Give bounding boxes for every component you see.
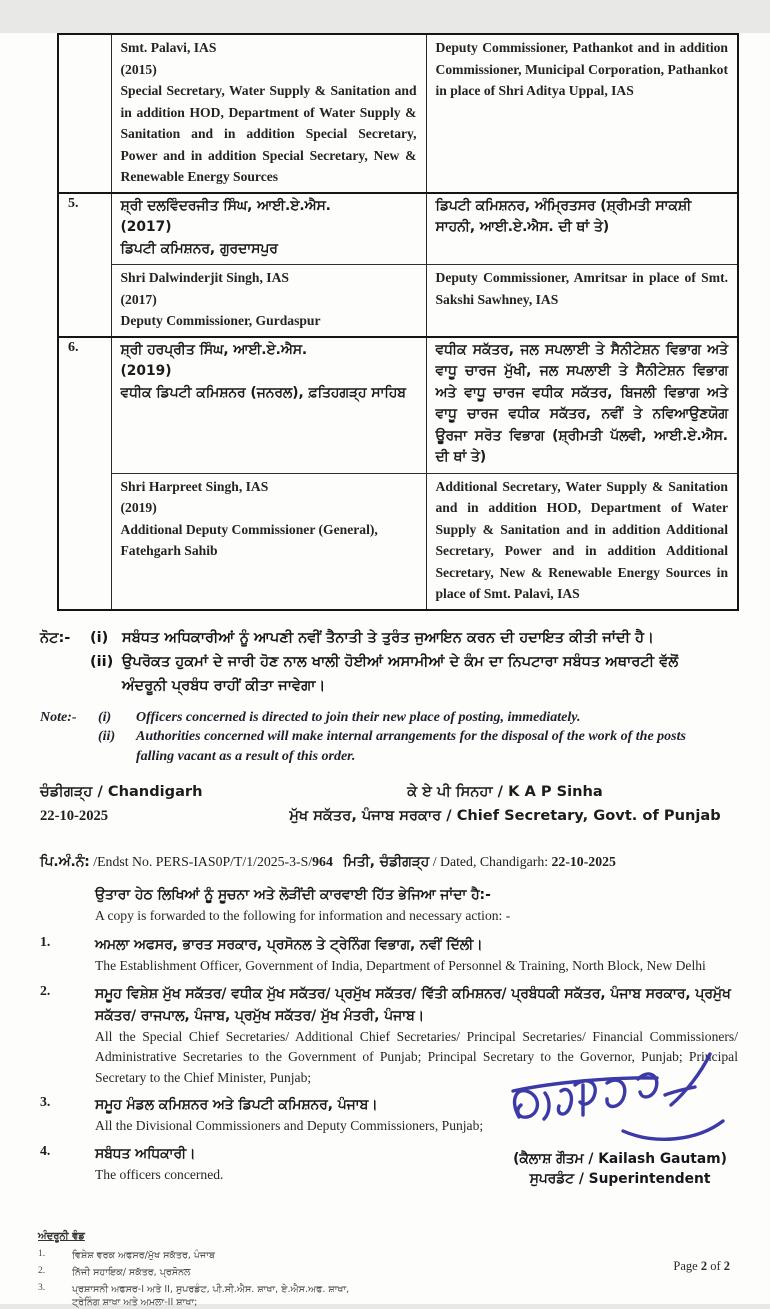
item-number: 2. — [40, 982, 51, 998]
endorsement-number: 964 — [312, 854, 333, 869]
note-row — [40, 626, 726, 650]
note-label: Note:- — [40, 709, 77, 725]
table-row-5-pa — [58, 193, 738, 265]
posting-cell: Deputy Commissioner, Amritsar in place of Smt. Sakshi Sawhney, IAS — [426, 265, 738, 337]
officer-name: ਸ਼੍ਰੀ ਦਲਵਿੰਦਰਜੀਤ ਸਿੰਘ, ਆਈ.ਏ.ਐਸ. — [120, 197, 331, 214]
item-text-punjabi: ਸਮੂਹ ਵਿਸ਼ੇਸ਼ ਮੁੱਖ ਸਕੱਤਰ/ ਵਧੀਕ ਮੁੱਖ ਸਕੱਤਰ/ ਪ੍ਰਮੁੱਖ ਸਕੱਤਰ/ ਵਿੱਤੀ ਕਮਿਸ਼ਨਰ/ ਪ੍ਰਬੰਧਕੀ ਸਕੱਤਰ, ਪੰਜਾਬ ਸਰਕਾਰ, ਪ੍ਰਮੁੱਖ ਸਕੱਤਰ/ ਰਾਜਪਾਲ, ਪੰਜਾਬ, ਪ੍ਰਮੁੱਖ ਸਕੱਤਰ/ ਮੁੱਖ ਮੰਤਰੀ, ਪੰਜਾਬ। — [95, 985, 731, 1024]
list-item — [38, 1266, 368, 1279]
officer-cell — [111, 34, 426, 193]
officer-designation: ਡਿਪਟੀ ਕਮਿਸ਼ਨਰ, ਗੁਰਦਾਸਪੁਰ — [120, 240, 278, 257]
signoff-officer — [270, 780, 740, 828]
officer-batch-year: (2017) — [120, 219, 172, 235]
serial-cell — [58, 34, 111, 193]
note-row — [40, 708, 726, 728]
endorsement-prefix-en: /Endst No. PERS-IAS0P/T/1/2025-3-S/ — [89, 854, 313, 869]
item-text-english: The officers concerned. — [95, 1166, 224, 1182]
forward-intro-punjabi: ਉਤਾਰਾ ਹੇਠ ਲਿਖਿਆਂ ਨੂੰ ਸੂਚਨਾ ਅਤੇ ਲੋੜੀਂਦੀ ਕਾਰਵਾਈ ਹਿੱਤ ਭੇਜਿਆ ਜਾਂਦਾ ਹੈ:- — [95, 887, 491, 903]
item-number: 4. — [40, 1142, 51, 1158]
officer-batch-year: (2019) — [120, 363, 172, 379]
table-row-5-en — [58, 265, 738, 337]
note-row — [40, 650, 726, 698]
posting-cell: Additional Secretary, Water Supply & Sanitation and in addition HOD, Department of Water Supply & Sanitation and in addition Additional Secretary, Power and in addition Additional Secretary, New & Renewable Energy Sources in place of Smt. Palavi, IAS — [426, 473, 738, 610]
officer-name: Shri Harpreet Singh, IAS — [120, 478, 269, 494]
officer-name: Shri Dalwinderjit Singh, IAS — [120, 270, 289, 285]
note-number: (i) — [90, 628, 109, 646]
item-number: 3. — [38, 1283, 46, 1293]
of-word: of — [707, 1259, 724, 1273]
superintendent-signature-block — [494, 1051, 746, 1189]
note-label-spacer — [40, 650, 90, 698]
note-number: (i) — [98, 709, 112, 725]
endorsement-line — [40, 852, 740, 872]
list-item — [40, 934, 738, 977]
handwritten-signature-ink — [505, 1051, 735, 1155]
forward-intro — [95, 884, 740, 926]
list-item — [38, 1249, 368, 1262]
note-text: ਉਪਰੋਕਤ ਹੁਕਮਾਂ ਦੇ ਜਾਰੀ ਹੋਣ ਨਾਲ ਖਾਲੀ ਹੋਈਆਂ ਅਸਾਮੀਆਂ ਦੇ ਕੰਮ ਦਾ ਨਿਪਟਾਰਾ ਸਬੰਧਤ ਅਥਾਰਟੀ ਵੱਲੋਂ ਅੰਦਰੂਨੀ ਪ੍ਰਬੰਧ ਰਾਹੀਂ ਕੀਤਾ ਜਾਵੇਗਾ। — [122, 652, 679, 694]
officer-designation: Deputy Commissioner, Gurdaspur — [120, 313, 321, 328]
officer-designation: Special Secretary, Water Supply & Sanitation and in addition HOD, Department of Water Supply & Sanitation and in addition Special Secretary, Power and in addition Special Secretary, New & Renewable Energy Sources — [120, 83, 417, 184]
officer-cell — [111, 337, 426, 474]
officer-cell — [111, 265, 426, 337]
list-item — [38, 1283, 368, 1309]
note-row — [40, 727, 726, 766]
note-text: ਸਬੰਧਤ ਅਧਿਕਾਰੀਆਂ ਨੂੰ ਆਪਣੀ ਨਵੀਂ ਤੈਨਾਤੀ ਤੇ ਤੁਰੰਤ ਜੁਆਇਨ ਕਰਨ ਦੀ ਹਦਾਇਤ ਕੀਤੀ ਜਾਂਦੀ ਹੈ। — [122, 628, 654, 646]
posting-cell: Deputy Commissioner, Pathankot and in addition Commissioner, Municipal Corporation, Pathankot in place of Shri Aditya Uppal, IAS — [426, 34, 738, 193]
item-text-english: The Establishment Officer, Government of India, Department of Personnel & Training, North Block, New Delhi — [95, 958, 706, 973]
officer-cell — [111, 473, 426, 610]
item-text-english: All the Divisional Commissioners and Deputy Commissioners, Punjab; — [95, 1118, 484, 1133]
signoff-officer-title: ਮੁੱਖ ਸਕੱਤਰ, ਪੰਜਾਬ ਸਰਕਾਰ / Chief Secretary, Govt. of Punjab — [289, 807, 721, 824]
note-number: (ii) — [90, 652, 114, 670]
signatory-title: ਸੁਪਰਡੰਟ / Superintendent — [529, 1171, 711, 1187]
item-text: ਨਿੱਜੀ ਸਹਾਇਕ/ ਸਕੱਤਰ, ਪ੍ਰਸੋਨਲ — [72, 1267, 191, 1278]
officer-designation: Additional Deputy Commissioner (General), Fatehgarh Sahib — [120, 521, 378, 558]
signoff-officer-name: ਕੇ ਏ ਪੀ ਸਿਨਹਾ / K A P Sinha — [407, 783, 603, 800]
item-text-punjabi: ਸਮੂਹ ਮੰਡਲ ਕਮਿਸ਼ਨਰ ਅਤੇ ਡਿਪਟੀ ਕਮਿਸ਼ਨਰ, ਪੰਜਾਬ। — [95, 1097, 378, 1113]
note-label: ਨੋਟ:- — [40, 628, 71, 646]
item-text: ਵਿਸ਼ੇਸ਼ ਵਰਕ ਅਫਸਰ/ਮੁੱਖ ਸਕੱਤਰ, ਪੰਜਾਬ — [72, 1250, 215, 1261]
officer-name: ਸ਼੍ਰੀ ਹਰਪ੍ਰੀਤ ਸਿੰਘ, ਆਈ.ਏ.ਐਸ. — [120, 341, 308, 358]
endorsement-date-label-pa: ਮਿਤੀ, ਚੰਡੀਗੜ੍ਹ — [343, 854, 430, 870]
endorsement-gap — [333, 854, 343, 869]
table-row-6-pa — [58, 337, 738, 474]
page-current: 2 — [700, 1259, 708, 1273]
signoff-place: ਚੰਡੀਗੜ੍ਹ / Chandigarh — [40, 783, 203, 800]
item-number: 2. — [38, 1266, 46, 1276]
item-text-punjabi: ਅਮਲਾ ਅਫਸਰ, ਭਾਰਤ ਸਰਕਾਰ, ਪ੍ਰਸੋਨਲ ਤੇ ਟ੍ਰੇਨਿੰਗ ਵਿਭਾਗ, ਨਵੀਂ ਦਿੱਲੀ। — [95, 937, 483, 953]
officer-batch-year: (2017) — [120, 291, 157, 307]
item-number: 1. — [40, 934, 51, 949]
signatory-name: (ਕੈਲਾਸ਼ ਗੌਤਮ / Kailash Gautam) — [513, 1151, 727, 1167]
item-body — [95, 934, 738, 977]
table-row-palavi-en — [58, 34, 738, 193]
notes-english — [40, 708, 726, 767]
signoff-date: 22-10-2025 — [40, 808, 109, 824]
item-text: ਪ੍ਰਸ਼ਾਸਨੀ ਅਫਸਰ-I ਅਤੇ II, ਸੁਪਰਡੰਟ, ਪੀ.ਸੀ.ਐਸ. ਸ਼ਾਖਾ, ਏ.ਐਸ.ਅਫ. ਸ਼ਾਖਾ, ਟ੍ਰੇਨਿੰਗ ਸ਼ਾਖਾ ਅਤੇ ਅਮਲਾ-II ਸ਼ਾਖਾ; — [72, 1284, 350, 1308]
officer-cell — [111, 193, 426, 265]
endorsement-date: 22-10-2025 — [551, 854, 616, 869]
officer-batch-year: (2019) — [120, 500, 157, 515]
endorsement-date-label-en: / Dated, Chandigarh: — [429, 854, 552, 869]
internal-distribution-heading: ਅੰਦਰੂਨੀ ਵੰਡ — [38, 1231, 85, 1242]
forward-intro-english: A copy is forwarded to the following for information and necessary action: - — [95, 908, 511, 923]
note-text: Authorities concerned will make internal arrangements for the disposal of the work of the posts falling vacant as a result of this order. — [136, 729, 686, 764]
internal-distribution — [38, 1231, 368, 1309]
note-number: (ii) — [98, 729, 116, 744]
notes-punjabi — [40, 626, 726, 698]
posting-cell: ਡਿਪਟੀ ਕਮਿਸ਼ਨਰ, ਅੰਮ੍ਰਿਤਸਰ (ਸ਼੍ਰੀਮਤੀ ਸਾਕਸ਼ੀ ਸਾਹਨੀ, ਆਈ.ਏ.ਐਸ. ਦੀ ਥਾਂ ਤੇ) — [426, 193, 738, 265]
signoff-place-date — [40, 780, 270, 828]
serial-cell: 5. — [58, 193, 111, 337]
item-text-punjabi: ਸਬੰਧਤ ਅਧਿਕਾਰੀ। — [95, 1145, 196, 1162]
document-page — [0, 33, 770, 1308]
endorsement-prefix-pa: ਪਿ.ਅੰ.ਨੰ: — [40, 854, 90, 870]
posting-cell: ਵਧੀਕ ਸਕੱਤਰ, ਜਲ ਸਪਲਾਈ ਤੇ ਸੈਨੀਟੇਸ਼ਨ ਵਿਭਾਗ ਅਤੇ ਵਾਧੂ ਚਾਰਜ ਮੁੱਖੀ, ਜਲ ਸਪਲਾਈ ਤੇ ਸੈਨੀਟੇਸ਼ਨ ਵਿਭਾਗ ਅਤੇ ਵਾਧੂ ਚਾਰਜ ਵਧੀਕ ਸਕੱਤਰ, ਬਿਜਲੀ ਵਿਭਾਗ ਅਤੇ ਵਾਧੂ ਚਾਰਜ ਵਧੀਕ ਸਕੱਤਰ, ਨਵੀਂ ਤੇ ਨਵਿਆਉਣਯੋਗ ਊਰਜਾ ਸਰੋਤ ਵਿਭਾਗ (ਸ਼੍ਰੀਮਤੀ ਪੱਲਵੀ, ਆਈ.ਏ.ਐਸ. ਦੀ ਥਾਂ ਤੇ) — [426, 337, 738, 474]
officer-name: Smt. Palavi, IAS — [120, 40, 217, 55]
signoff-block — [40, 780, 740, 828]
item-number: 1. — [38, 1249, 46, 1259]
item-number: 3. — [40, 1094, 51, 1109]
item-text-english: All the Special Chief Secretaries/ Additional Chief Secretaries/ Principal Secretaries/ Financial Commissioners/ Administrative Secretaries to the Government of Punjab; Principal Secretary to the Governor, Punjab; Principal Secretary to the Chief Minister, Punjab; — [95, 1028, 738, 1085]
page-total: 2 — [723, 1259, 730, 1273]
page-number — [673, 1259, 730, 1274]
serial-cell: 6. — [58, 337, 111, 610]
page-word: Page — [673, 1259, 701, 1273]
postings-table — [57, 33, 739, 611]
note-text: Officers concerned is directed to join their new place of posting, immediately. — [136, 709, 581, 725]
officer-batch-year: (2015) — [120, 61, 157, 77]
note-label-spacer — [40, 727, 98, 766]
table-row-6-en — [58, 473, 738, 610]
officer-designation: ਵਧੀਕ ਡਿਪਟੀ ਕਮਿਸ਼ਨਰ (ਜਨਰਲ), ਫ਼ਤਿਹਗੜ੍ਹ ਸਾਹਿਬ — [120, 384, 406, 401]
